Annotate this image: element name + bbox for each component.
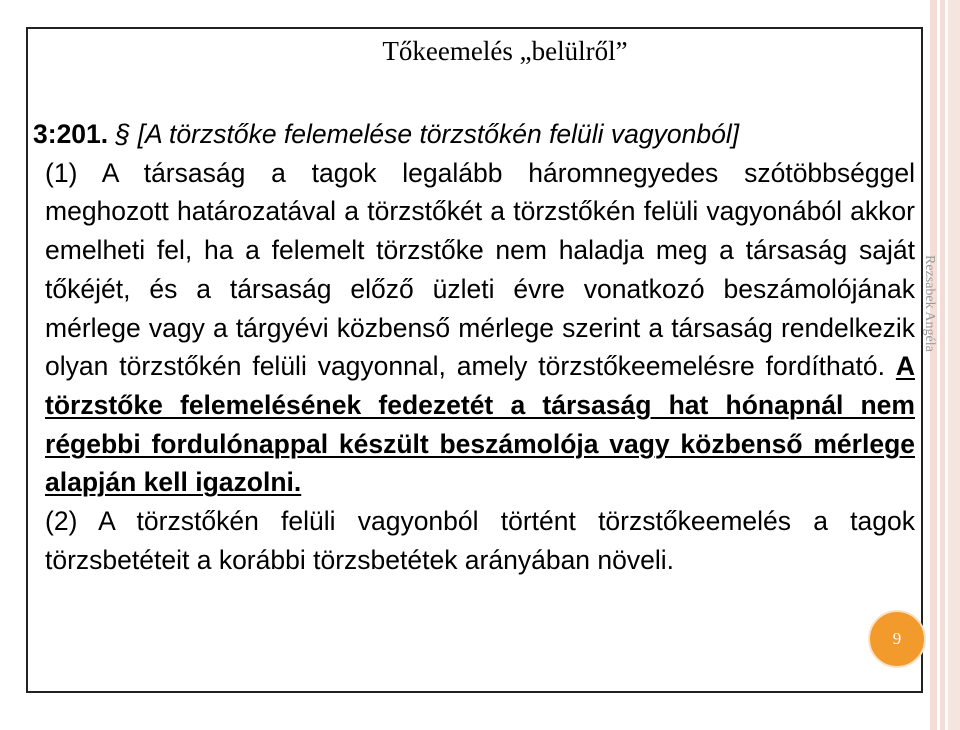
slide-title: Tőkeemelés „belülről” xyxy=(382,36,628,66)
page-number-badge: 9 xyxy=(868,610,926,668)
paragraph-1-emphasis: A törzstőke felemelésének fedezetét a társaság hat hónapnál nem régebbi fordulónappal készült beszámolója vagy közbenső mérlege alapján kell igazolni. xyxy=(45,351,915,498)
author-side-note: Rezsabek Angéla xyxy=(922,255,937,352)
section-heading xyxy=(33,115,915,154)
law-text xyxy=(33,115,915,579)
section-symbol: § xyxy=(115,119,131,149)
decorative-stripe xyxy=(948,0,960,730)
section-number: 3:201. xyxy=(33,119,109,149)
paragraph-1 xyxy=(33,154,915,502)
paragraph-2: (2) A törzstőkén felüli vagyonból történt törzstőkeemelés a tagok törzsbetéteit a korábbi törzsbetétek arányában növeli. xyxy=(45,506,915,575)
paragraph-1-text: (1) A társaság a tagok legalább háromnegyedes szótöbbséggel meghozott határozatával a törzstőkét a törzstőkén felüli vagyonából akkor emelheti fel, ha a felemelt törzstőke nem haladja meg a társaság saját tőkéjét, és a társaság előző üzleti évre vonatkozó beszámolójának mérlege vagy a tárgyévi közbenső mérlege szerint a társaság rendelkezik olyan törzstőkén felüli vagyonnal, amely törzstőkeemelésre fordítható. xyxy=(45,157,915,382)
section-title: [A törzstőke felemelése törzstőkén felüli vagyonból] xyxy=(137,119,740,149)
decorative-stripe xyxy=(940,0,945,730)
